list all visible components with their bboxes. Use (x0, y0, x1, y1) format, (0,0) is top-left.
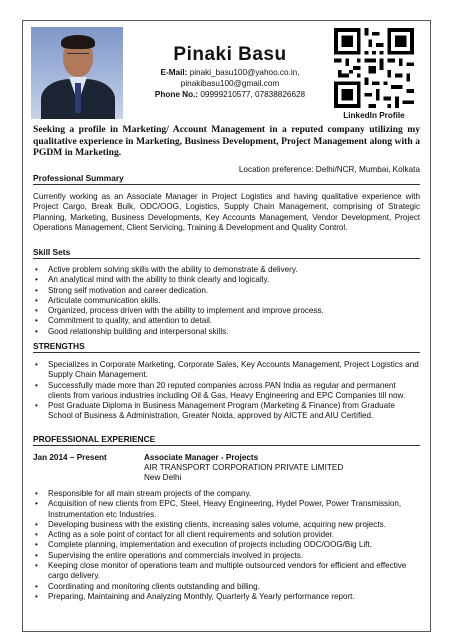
responsibility-item: • Preparing, Maintaining and Analyzing Monthly, Quarterly & Yearly performance report. (33, 592, 420, 602)
strength-item: • Post Graduate Diploma in Business Management Program (Marketing & Finance) from Graduate School of Business & Administration, Greater Noida, approved by AICTE and AIU Certified. (33, 401, 420, 422)
summary-text: Currently working as an Associate Manager in Project Logistics and having qualitative experience with Project Cargo, Break Bulk, ODC/OOG, Logistics, Supply Chain Management, comprising of Strategic Planning, Marketing, Business Developments, Key Accounts Management, Vendor Development, Project Operations Management, Client Servicing, Training & Development and Quality Control. (33, 192, 420, 232)
phone-label: Phone No.: (154, 90, 199, 99)
email-primary[interactable]: pinaki_basu100@yahoo.co.in, (189, 68, 300, 77)
skill-item: • Active problem solving skills with the ability to demonstrate & delivery. (33, 265, 420, 275)
email-secondary[interactable]: pinakibasu100@gmail.com (180, 79, 280, 88)
skill-item: • Articulate communication skills. (33, 296, 420, 306)
section-heading-summary: Professional Summary (33, 173, 420, 185)
job-city: New Delhi (144, 473, 182, 482)
linkedin-qr-code[interactable] (334, 28, 414, 108)
strength-item: • Specializes in Corporate Marketing, Corporate Sales, Key Accounts Management, Project Logistics and Supply Chain Management. (33, 360, 420, 381)
skill-item: • An analytical mind with the ability to think clearly and logically. (33, 275, 420, 285)
section-heading-experience: PROFESSIONAL EXPERIENCE (33, 434, 420, 446)
skill-item: • Strong self motivation and career dedication. (33, 286, 420, 296)
responsibility-item: • Keeping close monitor of operations team and multiple outsourced vendors for efficient and effective cargo delivery. (33, 561, 420, 582)
responsibility-item: • Developing business with the existing clients, increasing sales volume, acquiring new projects. (33, 520, 420, 530)
job-company: AIR TRANSPORT CORPORATION PRIVATE LIMITED (144, 463, 344, 472)
responsibility-item: • Coordinating and monitoring clients outstanding and billing. (33, 582, 420, 592)
phone-value: 09999210577, 07838826628 (200, 90, 306, 99)
section-heading-skills: Skill Sets (33, 247, 420, 259)
responsibility-item: • Acting as a sole point of contact for all client requirements and solution provider. (33, 530, 420, 540)
strengths-list (33, 360, 420, 422)
job-title: Associate Manager - Projects (144, 453, 259, 462)
responsibility-item: • Complete planning, implementation and execution of projects including ODC/OOG/Big Lift. (33, 540, 420, 550)
email-label: E-Mail: (160, 68, 188, 77)
location-preference: Location preference: Delhi/NCR, Mumbai, Kolkata (238, 165, 420, 174)
responsibilities-list (33, 489, 420, 602)
responsibility-item: • Supervising the entire operations and commercials involved in projects. (33, 551, 420, 561)
profile-photo (31, 27, 123, 119)
candidate-name: Pinaki Basu (173, 44, 287, 65)
responsibility-item: • Acquisition of new clients from EPC, Steel, Heavy Engineering, Hydel Power, Power Transmission, Instrumentation etc Industries. (33, 499, 420, 520)
strength-item: • Successfully made more than 20 reputed companies across PAN India as regular and permanent clients from various industries including Oil & Gas, Heavy Engineering and EPC Companies till now. (33, 381, 420, 402)
career-objective: Seeking a profile in Marketing/ Account Management in a reputed company utilizing my qualitative experience in Marketing, Business Development, Project Management along with a PGDM in Marketing. (33, 124, 420, 158)
skills-list (33, 265, 420, 337)
skill-item: • Good relationship building and interpersonal skills. (33, 327, 420, 337)
contact-block (130, 67, 330, 100)
job-date-range: Jan 2014 – Present (33, 453, 107, 462)
section-heading-strengths: STRENGTHS (33, 341, 420, 353)
skill-item: • Commitment to quality, and attention to detail. (33, 316, 420, 326)
skill-item: • Organized, process driven with the ability to implement and improve process. (33, 306, 420, 316)
qr-label: LinkedIn Profile (343, 111, 405, 120)
responsibility-item: • Responsible for all main stream projects of the company. (33, 489, 420, 499)
